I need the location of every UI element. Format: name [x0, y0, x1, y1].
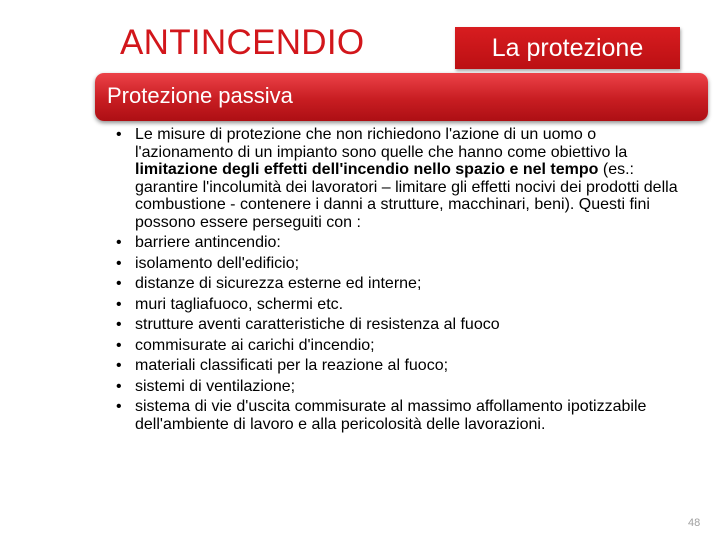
- list-item-text: distanze di sicurezza esterne ed interne;: [135, 275, 422, 292]
- page-number: 48: [688, 517, 701, 529]
- list-item-text: isolamento dell'edificio;: [135, 254, 300, 272]
- list-item: [113, 255, 698, 273]
- list-item-text: barriere antincendio:: [135, 234, 281, 251]
- list-item-text: muri tagliafuoco, schermi etc.: [135, 295, 344, 313]
- bullet-icon: •: [116, 254, 122, 272]
- list-item: [113, 234, 698, 252]
- bullet-icon: •: [116, 336, 122, 354]
- intro-text-end: (es.: garantire l'incolumità dei lavoratori – limitare gli effetti nocivi dei prodotti della combustione - contenere i danni a strutture, macchinari, beni). Questi fini possono essere perseguiti con :: [135, 161, 678, 231]
- bullet-icon: •: [116, 234, 122, 251]
- bullet-icon: •: [116, 398, 122, 415]
- list-item-text: sistema di vie d'uscita commisurate al massimo affollamento ipotizzabile dell'ambiente di lavoro e alla pericolosità delle lavorazioni.: [135, 398, 647, 433]
- list-item-text: strutture aventi caratteristiche di resistenza al fuoco: [135, 316, 500, 333]
- subtitle-box: [455, 27, 680, 69]
- list-item: [113, 275, 698, 293]
- list-item: [113, 316, 698, 334]
- content-bullet-list: [113, 126, 698, 436]
- intro-text-bold: limitazione degli effetti dell'incendio nello spazio e nel tempo: [135, 161, 599, 178]
- bullet-icon: •: [116, 316, 122, 333]
- intro-text-start: Le misure di protezione che non richiedono l'azione di un uomo o l'azionamento di un impianto sono quelle che hanno come obiettivo la: [135, 126, 628, 161]
- slide-title: ANTINCENDIO: [120, 23, 365, 62]
- bullet-icon: •: [116, 377, 122, 395]
- list-item-text: materiali classificati per la reazione al fuoco;: [135, 357, 449, 374]
- intro-paragraph: [113, 126, 698, 231]
- list-item: [113, 378, 698, 396]
- subtitle-label: La protezione: [491, 34, 644, 62]
- list-item: [113, 337, 698, 355]
- section-title: Protezione passiva: [107, 83, 293, 108]
- list-item-text: commisurate ai carichi d'incendio;: [135, 336, 375, 354]
- bullet-icon: •: [116, 295, 122, 313]
- section-header-bar: [95, 73, 708, 121]
- list-item-text: sistemi di ventilazione;: [135, 377, 296, 395]
- bullet-icon: •: [116, 275, 122, 292]
- list-item: [113, 357, 698, 375]
- bullet-icon: •: [116, 357, 122, 374]
- bullet-icon: •: [116, 126, 122, 143]
- list-item: [113, 398, 698, 433]
- list-item: [113, 296, 698, 314]
